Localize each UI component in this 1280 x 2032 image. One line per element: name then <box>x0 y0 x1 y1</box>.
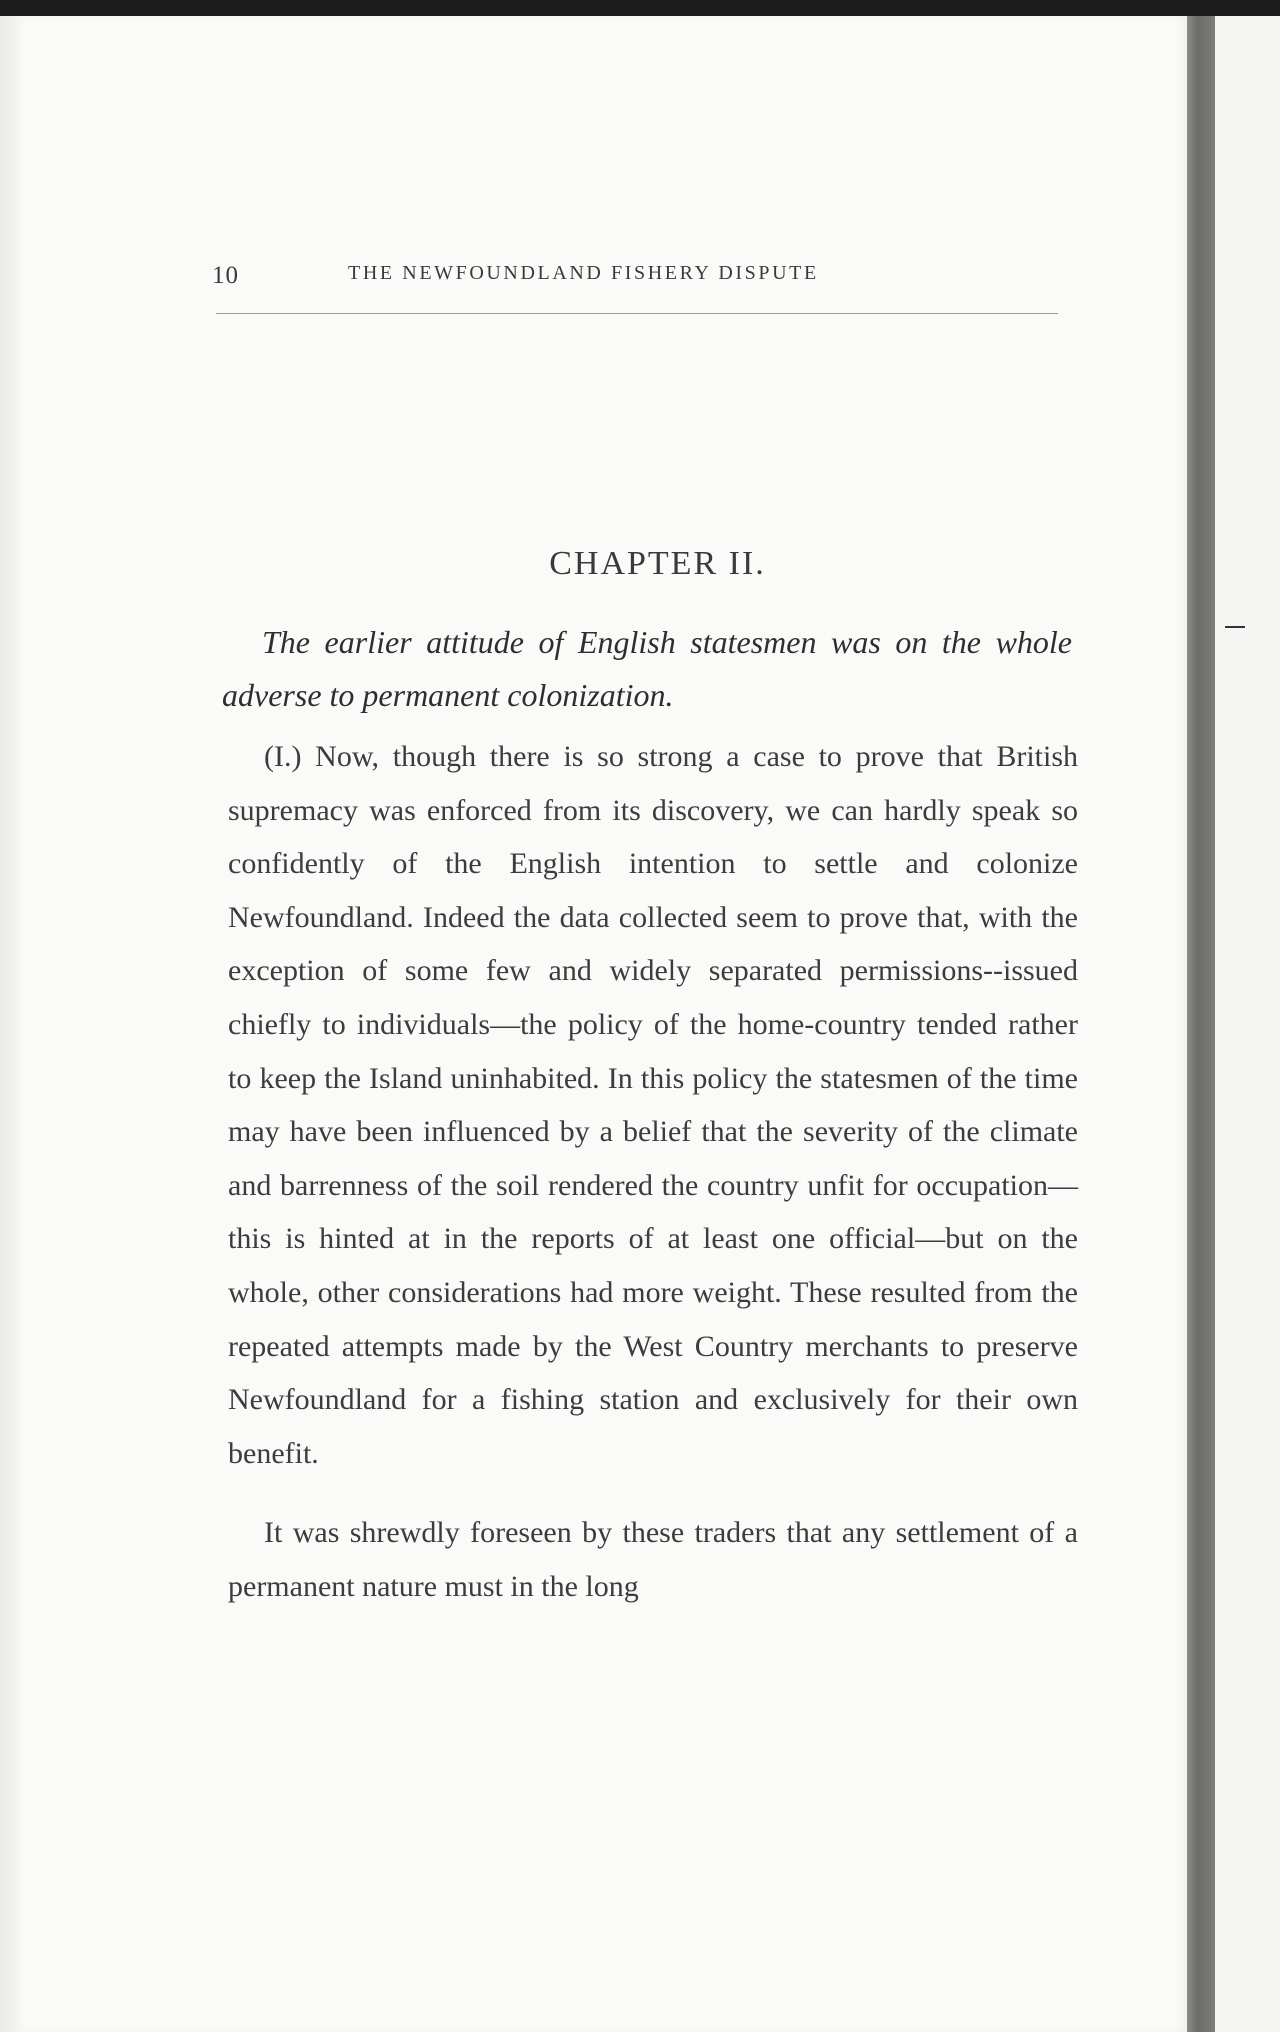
scan-left-margin <box>0 16 22 2032</box>
scan-right-margin <box>1215 16 1280 2032</box>
page-edge-shadow <box>1187 16 1215 2032</box>
header-rule <box>216 313 1058 314</box>
chapter-summary: The earlier attitude of English statesmen was on the whole adverse to permanent colonization. <box>222 624 1072 713</box>
chapter-title: CHAPTER II. <box>549 545 766 582</box>
margin-mark <box>1225 626 1245 628</box>
running-title: THE NEWFOUNDLAND FISHERY DISPUTE <box>348 262 819 284</box>
page-number: 10 <box>212 262 239 289</box>
body-text <box>228 730 1078 1614</box>
running-head <box>212 262 1062 302</box>
paragraph: (I.) Now, though there is so strong a case to prove that British supremacy was enforced from its discovery, we can hardly speak so confidently of the English intention to settle and colonize Newfoundland. Indeed the data collected seem to prove that, with the exception of some few and widely separated permissions--issued chiefly to individuals—the policy of the home-country tended rather to keep the Island uninhabited. In this policy the statesmen of the time may have been influenced by a belief that the severity of the climate and barrenness of the soil rendered the country unfit for occupation—this is hinted at in the reports of at least one official—but on the whole, other considerations had more weight. These resulted from the repeated attempts made by the West Country merchants to preserve Newfoundland for a fishing station and exclusively for their own benefit. <box>228 740 1078 1470</box>
paragraph: It was shrewdly foreseen by these traders that any settlement of a permanent nature must in the long <box>228 1516 1078 1603</box>
scan-top-edge <box>0 0 1280 16</box>
